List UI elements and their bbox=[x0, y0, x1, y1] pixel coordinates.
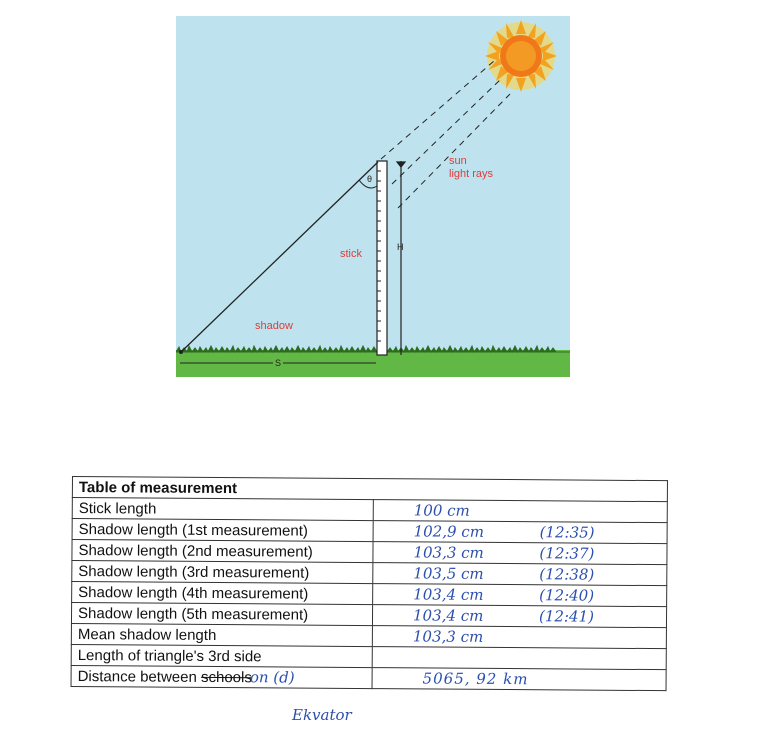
handwritten-insert: on (d) bbox=[249, 668, 295, 687]
angle-label: θ bbox=[367, 174, 373, 184]
stick-label: stick bbox=[340, 248, 362, 260]
stick bbox=[377, 161, 387, 355]
row-time: (12:38) bbox=[539, 565, 595, 584]
shadow-end-point bbox=[179, 350, 183, 354]
handwritten-note: Ekvator bbox=[292, 706, 352, 724]
table-title: Table of measurement bbox=[72, 477, 667, 502]
sun-rays-label-line2: light rays bbox=[449, 168, 494, 180]
row-label: Mean shadow length bbox=[71, 623, 372, 646]
row-value: 100 cm bbox=[413, 501, 470, 520]
row-label: Length of triangle's 3rd side bbox=[71, 644, 372, 667]
shadow-label: shadow bbox=[255, 320, 293, 332]
row-value-cell bbox=[373, 584, 667, 607]
row-value: 103,4 cm bbox=[412, 606, 484, 625]
row-value-cell bbox=[373, 563, 667, 586]
row-time: (12:35) bbox=[539, 523, 595, 542]
height-label: H bbox=[397, 242, 404, 252]
diagram-canvas bbox=[176, 16, 570, 377]
distance-label-prefix: Distance between bbox=[77, 668, 197, 686]
shadow-length-label: S bbox=[275, 358, 282, 368]
row-label: Shadow length (4th measurement) bbox=[72, 582, 373, 605]
distance-value-cell bbox=[372, 668, 666, 691]
sun-shadow-diagram bbox=[176, 16, 570, 377]
row-value: 103,5 cm bbox=[413, 564, 484, 583]
row-time: (12:41) bbox=[538, 607, 595, 626]
row-value: 103,3 cm bbox=[413, 543, 484, 562]
distance-row bbox=[71, 665, 666, 690]
row-time: (12:40) bbox=[539, 586, 595, 605]
row-value-cell bbox=[373, 542, 667, 565]
row-time: (12:37) bbox=[539, 544, 595, 563]
row-value-cell bbox=[372, 605, 666, 628]
row-value: 103,3 cm bbox=[412, 627, 484, 646]
row-value: 102,9 cm bbox=[413, 522, 485, 541]
row-label: Shadow length (5th measurement) bbox=[71, 603, 372, 626]
row-value: 103,4 cm bbox=[413, 585, 484, 604]
row-label: Shadow length (2nd measurement) bbox=[72, 540, 373, 563]
sun-rays-label-line1: sun bbox=[449, 155, 467, 167]
measurement-table bbox=[71, 476, 668, 691]
row-value-cell bbox=[373, 500, 667, 523]
distance-value: 5065, 92 km bbox=[422, 669, 529, 689]
struck-word: schools bbox=[200, 668, 252, 687]
row-label: Shadow length (3rd measurement) bbox=[72, 561, 373, 584]
row-label: Stick length bbox=[72, 498, 373, 521]
row-label: Shadow length (1st measurement) bbox=[72, 519, 373, 542]
row-value-cell bbox=[372, 626, 666, 649]
distance-label bbox=[71, 665, 372, 688]
row-value-cell bbox=[373, 521, 667, 544]
row-value-cell bbox=[372, 647, 666, 670]
